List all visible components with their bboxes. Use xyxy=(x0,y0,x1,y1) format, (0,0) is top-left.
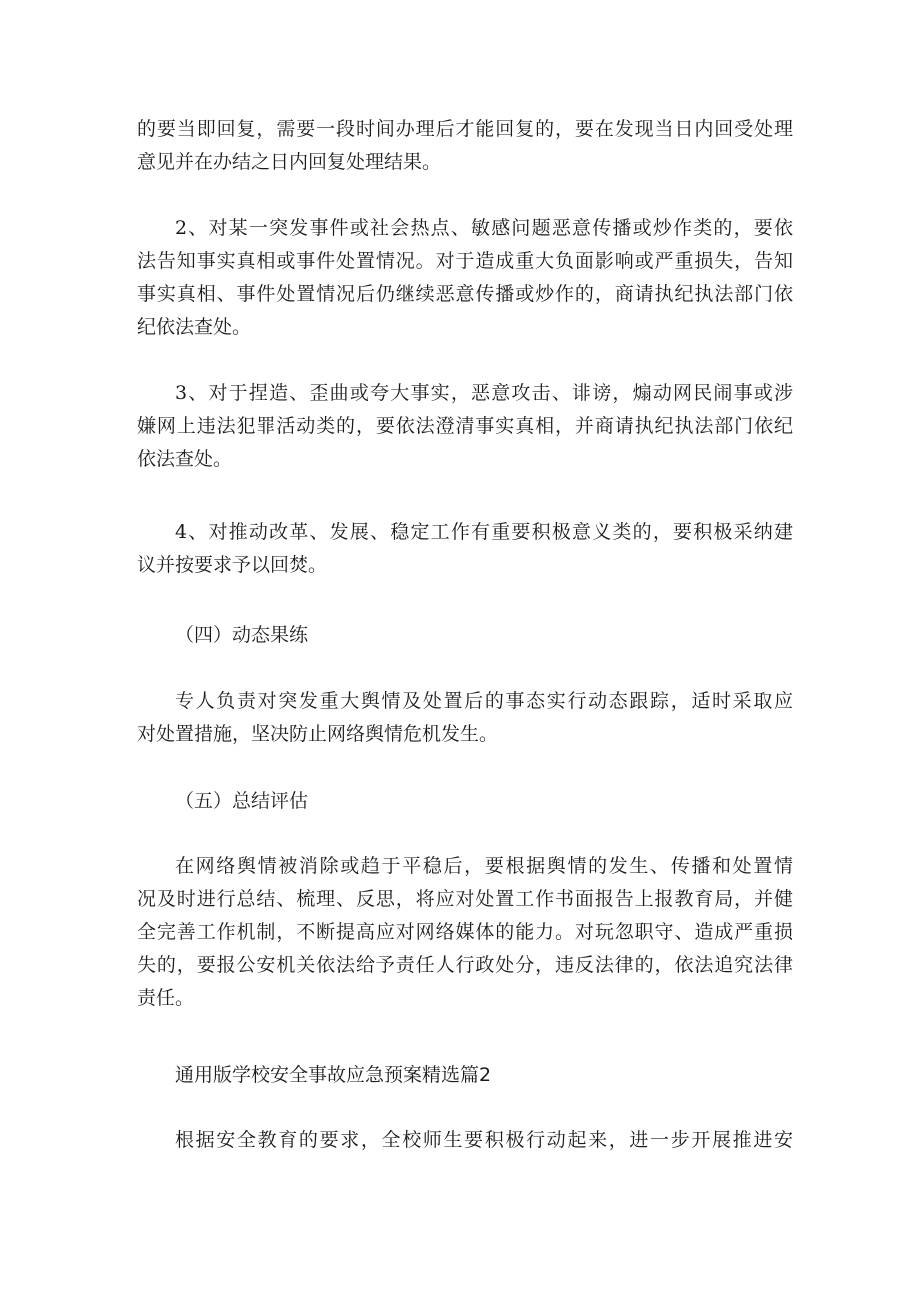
paragraph-2-line-2: 嫌网上违法犯罪活动类的，要依法澄清事实真相，并商请执纪执法部门依纪 xyxy=(137,415,793,437)
paragraph-1-line-2: 法告知事实真相或事件处置情况。对于造成重大负面影响或严重损失，告知 xyxy=(137,250,793,272)
paragraph-2-line-1: 3、对于捏造、歪曲或夸大事实，恶意攻击、诽谤，煽动网民闹事或涉 xyxy=(175,382,793,404)
paragraph-5-line-1: 在网络舆情被消除或趋于平稳后，要根据舆情的发生、传播和处置情 xyxy=(175,855,793,877)
section-heading-summary-evaluation: （五）总结评估 xyxy=(175,790,309,812)
paragraph-0-line-1: 的要当即回复，需要一段时间办理后才能回复的，要在发现当日内回受处理 xyxy=(137,118,793,140)
paragraph-5-line-5: 责任。 xyxy=(137,987,195,1009)
paragraph-5-line-2: 况及时进行总结、梳理、反思，将应对处置工作书面报告上报教育局，并健 xyxy=(137,888,793,910)
paragraph-4-line-1: 专人负责对突发重大舆情及处置后的事态实行动态跟踪，适时采取应 xyxy=(175,690,793,712)
paragraph-4-line-2: 对处置措施，坚决防止网络舆情危机发生。 xyxy=(137,723,499,745)
article-title: 通用版学校安全事故应急预案精选篇2 xyxy=(175,1064,492,1086)
paragraph-0-line-2: 意见并在办结之日内回复处理结果。 xyxy=(137,151,442,173)
paragraph-3-line-2: 议并按要求予以回焚。 xyxy=(137,554,328,576)
paragraph-5-line-4: 失的，要报公安机关依法给予责任人行政处分，违反法律的，依法追究法律 xyxy=(137,954,793,976)
paragraph-5-line-3: 全完善工作机制，不断提高应对网络媒体的能力。对玩忽职守、造成严重损 xyxy=(137,921,793,943)
paragraph-1-line-3: 事实真相、事件处置情况后仍继续恶意传播或炒作的，商请执纪执法部门依 xyxy=(137,283,793,305)
paragraph-3-line-1: 4、对推动改革、发展、稳定工作有重要积极意义类的，要积极采纳建 xyxy=(175,521,793,543)
paragraph-2-line-3: 依法查处。 xyxy=(137,448,233,470)
paragraph-1-line-1: 2、对某一突发事件或社会热点、敏感问题恶意传播或炒作类的，要依 xyxy=(175,217,793,239)
section-heading-dynamic-tracking: （四）动态果练 xyxy=(175,624,309,646)
paragraph-6-line-1: 根据安全教育的要求，全校师生要积极行动起来，进一步开展推进安 xyxy=(175,1129,793,1151)
paragraph-1-line-4: 纪依法查处。 xyxy=(137,316,252,338)
